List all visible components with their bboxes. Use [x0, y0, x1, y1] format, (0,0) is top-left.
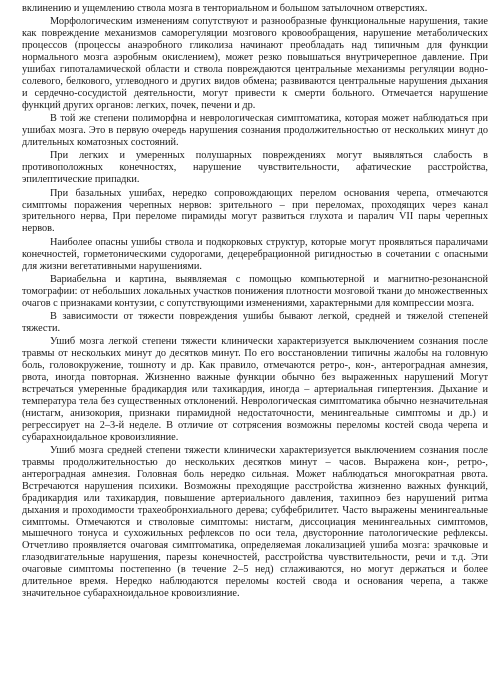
paragraph-1: вклинению и ущемлению ствола мозга в тенториальном и большом затылочном отверстиях. — [22, 3, 428, 14]
paragraph-3: В той же степени полиморфна и неврологическая симптоматика, которая может наблюдаться при ушибах мозга. Это в первую очередь нарушения сознания продолжительностью от нескольких минут до длительных коматозных состояний. — [22, 113, 488, 148]
paragraph-2: Морфологическим изменениям сопутствуют и разнообразные функциональные нарушения, такие как повреждение механизмов саморегуляции мозгового кровообращения, нарушение метаболических процессов (процессы анаэробного гликолиза начинают преобладать над типичным для функции нормального мозга аэробным окислением), может резко повышаться внутричерепное давление. При ушибах гипоталамической области и ствола повреждаются центральные механизмы регуляции водно-солевого, белкового, углеводного и других видов обмена; развиваются центральные нарушения дыхания и сердечно-сосудистой деятельности, могут привести к смерти больного. Отмечается нарушение функций других органов: легких, почек, печени и др. — [22, 16, 488, 111]
paragraph-4: При легких и умеренных полушарных повреждениях могут выявляться слабость в противоположных конечностях, нарушение чувствительности, афатические расстройства, эпилептические припадки. — [22, 150, 488, 186]
paragraph-6: Наиболее опасны ушибы ствола и подкорковых структур, которые могут проявляться параличами конечностей, горметоническими судорогами, децеребрационной ригидностью в сочетании с опасными для жизни вегетативными нарушениями. — [22, 236, 488, 272]
paragraph-5: При базальных ушибах, нередко сопровождающих перелом основания черепа, отмечаются симптомы поражения черепных нервов: зрительного – при переломах, проходящих через канал зрительного нерва, При переломе пирамиды могут развиться глухота и паралич VII пары черепных нервов. — [22, 187, 488, 235]
paragraph-7: Вариабельна и картина, выявляемая с помощью компьютерной и магнитно-резонансной томографии: от небольших локальных участков понижения плотности мозговой ткани до множественных очагов с признаками контузии, с сопутствующими изменениями, характерными для компрессии мозга. — [22, 273, 488, 309]
paragraph-8: В зависимости от тяжести повреждения ушибы бывают легкой, средней и тяжелой степеней тяжести. — [22, 311, 488, 335]
paragraph-9: Ушиб мозга легкой степени тяжести клинически характеризуется выключением сознания после травмы от нескольких минут до десятков минут. По его восстановлении типичны жалобы на головную боль, головокружение, тошноту и др. Как правило, отмечаются ретро-, кон-, антероградная амнезия, рвота, иногда повторная. Жизненно важные функции обычно без выраженных нарушений Могут встречаться умеренные брадикардия или тахикардия, иногда – артериальная гипертензия. Дыхание и температура тела без существенных отклонений. Неврологическая симптоматика обычно незначительная (нистагм, анизокория, признаки пирамидной недостаточности, менингеальные симптомы и др.) и регрессирует на 2–3-й неделе. В отличие от сотрясения возможны переломы костей свода черепа и субарахноидальное кровоизлияние. — [22, 336, 488, 443]
paragraph-10: Ушиб мозга средней степени тяжести клинически характеризуется выключением сознания после травмы продолжительностью до нескольких десятков минут – часов. Выражена кон-, ретро-, антероградная амнезия. Головная боль нередко сильная. Может наблюдаться многократная рвота. Встречаются нарушения психики. Возможны преходящие расстройства жизненно важных функций, брадикардия или тахикардия, повышение артериального давления, тахипноэ без нарушений ритма дыхания и проходимости трахеобронхиального дерева; субфебрилитет. Часто выражены менингеальные симптомы. Отмечаются и стволовые симптомы: нистагм, диссоциация менингеальных симптомов, мышечного тонуса и сухожильных рефлексов по оси тела, двусторонние патологические рефлексы. Отчетливо проявляется очаговая симптоматика, определяемая локализацией ушиба мозга: зрачковые и глазодвигательные нарушения, парезы конечностей, расстройства чувствительности, речи и т.д. Эти очаговые симптомы постепенно (в течение 2–5 нед) сглаживаются, но могут держаться и более длительное время. Нередко наблюдаются переломы костей свода и основания черепа, а также значительное субарахноидальное кровоизлияние. — [22, 445, 488, 599]
